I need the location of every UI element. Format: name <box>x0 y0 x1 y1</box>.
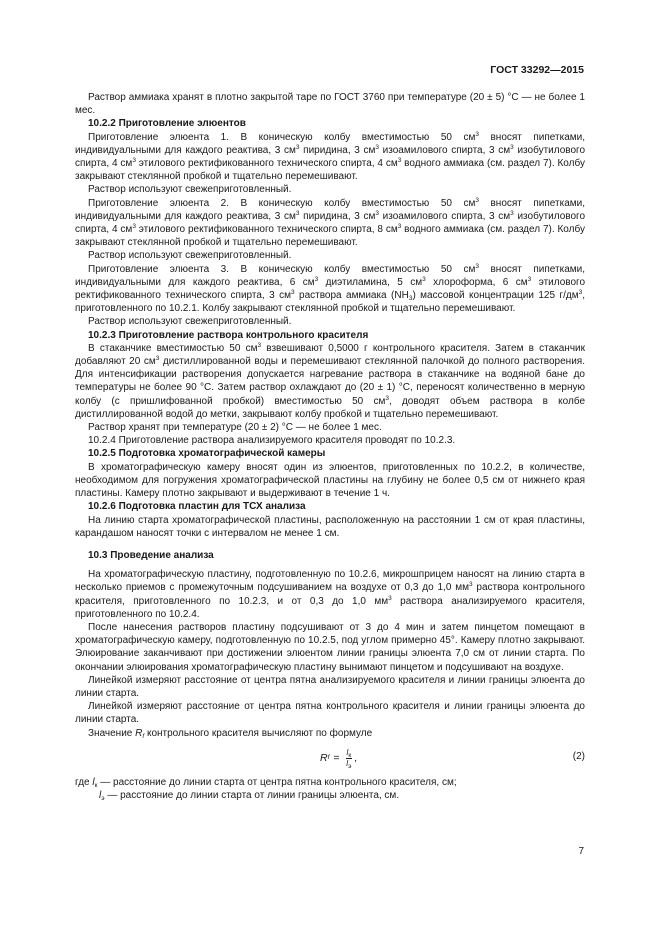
subsection-heading: 10.2.3 Приготовление раствора контрольного красителя <box>88 329 369 341</box>
formula-2 <box>75 742 585 776</box>
paragraph: В стаканчике вместимостью 50 $см^3$ взвешивают 0,5000 г контрольного красителя. Затем в стаканчик добавляют 20 $см^3$ дистиллированной воды и перемешивают стеклянной палочкой до полного растворения. Для интенсификации растворения допускается нагревание раствора в стаканчике на водяной бане до температуры не более 90 °С. Затем раствор охлаждают до (20 ± 1) °С, переносят количественно в мерную колбу (с пришлифованной пробкой) вместимостью 50 $см^3$, доводят объем раствора в колбе дистиллированной водой до метки, закрывают колбу пробкой и тщательно перемешивают. <box>75 341 586 420</box>
paragraphs-container <box>75 91 585 740</box>
numerator-symbol: l <box>346 747 349 757</box>
document-body <box>75 91 585 802</box>
formula-trailing-comma: , <box>354 751 358 764</box>
formula-numerator <box>346 748 353 759</box>
formula-expression <box>320 748 357 769</box>
where-block <box>75 776 585 802</box>
paragraph: После нанесения растворов пластину подсушивают от 3 до 4 мин и затем пинцетом помещают в хроматографическую камеру, подготовленную по 10.2.5, под углом примерно 45°. Камеру плотно закрывают. Элюирование заканчивают при достижении элюентом линии границы элюента 7,0 см от линии старта. По окончании элюирования хроматографическую пластину вынимают пинцетом и подсушивают на воздухе. <box>75 621 585 673</box>
paragraph: Линейкой измеряют расстояние от центра пятна анализируемого красителя и линии границы элюента до линии старта. <box>75 674 585 699</box>
paragraph: Линейкой измеряют расстояние от центра пятна контрольного красителя и линии границы элюента до линии старта. <box>75 701 585 726</box>
paragraph: В хроматографическую камеру вносят один из элюентов, приготовленных по 10.2.2, в количестве, необходимом для погружения хроматографической пластины на глубину не более 0,5 см от нижнего края пластины. Камеру плотно закрывают и выдерживают в течение 1 ч. <box>75 461 585 500</box>
paragraph: Приготовление элюента 3. В коническую колбу вместимостью 50 $см^3$ вносят пипетками, индивидуальными для каждого реактива, 6 $см^3$ диэтиламина, 5 $см^3$ хлороформа, 6 $см^3$ этилового ректификованного технического спирта, 3 $см^3$ раствора аммиака $(NH_3)$ массовой концентрации 125 $г/дм^3$, приготовленного по 10.2.1. Колбу закрывают стеклянной пробкой и тщательно перемешивают. <box>75 262 586 315</box>
section-heading: 10.3 Проведение анализа <box>88 549 214 561</box>
denominator-sub: э <box>348 762 352 770</box>
formula-equals: = <box>333 751 340 764</box>
where-line-2: $l_э$ — расстояние до линии старта от линии границы элюента, см. <box>99 789 400 802</box>
formula-number: (2) <box>572 750 585 762</box>
paragraph: Раствор используют свежеприготовленный. <box>88 250 292 262</box>
where-line-1: где $l_к$ — расстояние до линии старта от центра пятна контрольного красителя, см; <box>75 776 457 789</box>
paragraph: Раствор используют свежеприготовленный. <box>88 316 292 328</box>
formula-fraction <box>346 748 353 769</box>
page-number: 7 <box>578 846 584 857</box>
formula-lhs-sub: f <box>327 754 330 762</box>
subsection-heading: 10.2.5 Подготовка хроматографической камеры <box>88 448 326 460</box>
formula-denominator <box>346 759 351 769</box>
paragraph: Раствор используют свежеприготовленный. <box>88 184 292 196</box>
formula-lhs: R <box>320 751 328 764</box>
paragraph: Раствор хранят при температуре (20 ± 2) °С — не более 1 мес. <box>88 422 382 434</box>
paragraph: Раствор аммиака хранят в плотно закрытой таре по ГОСТ 3760 при температуре (20 ± 5) °С — не более 1 мес. <box>75 92 585 117</box>
standard-header: ГОСТ 33292—2015 <box>490 64 584 76</box>
paragraph: На хроматографическую пластину, подготовленную по 10.2.6, микрошприцем наносят на линию старта в несколько приемов с промежуточным подсушиванием на воздухе от 0,3 до 1,0 $мм^3$ раствора контрольного красителя, приготовленного по 10.2.3, и от 0,3 до 1,0 $мм^3$ раствора анализируемого красителя, приготовленного по 10.2.4. <box>75 569 585 620</box>
paragraph: Значение $R_f$ контрольного красителя вычисляют по формуле <box>88 727 373 740</box>
denominator-symbol: l <box>346 758 349 768</box>
paragraph: 10.2.4 Приготовление раствора анализируемого красителя проводят по 10.2.3. <box>88 435 456 447</box>
paragraph: Приготовление элюента 1. В коническую колбу вместимостью 50 $см^3$ вносят пипетками, индивидуальными для каждого реактива, 3 $см^3$ пиридина, 3 $см^3$ изоамилового спирта, 3 $см^3$ изобутилового спирта, 4 $см^3$ этилового ректификованного технического спирта, 4 $см^3$ водного аммиака (см. раздел 7). Колбу закрывают стеклянной пробкой и тщательно перемешивают. <box>75 130 586 183</box>
numerator-sub: к <box>348 751 352 759</box>
subsection-heading: 10.2.6 Подготовка пластин для ТСХ анализа <box>88 501 306 513</box>
subsection-heading: 10.2.2 Приготовление элюентов <box>88 118 246 130</box>
paragraph: Приготовление элюента 2. В коническую колбу вместимостью 50 $см^3$ вносят пипетками, индивидуальными для каждого реактива, 3 $см^3$ пиридина, 3 $см^3$ изоамилового спирта, 3 $см^3$ изобутилового спирта, 4 $см^3$ этилового ректификованного технического спирта, 8 $см^3$ водного аммиака (см. раздел 7). Колбу закрывают стеклянной пробкой и тщательно перемешивают. <box>75 196 586 249</box>
paragraph: На линию старта хроматографической пластины, расположенную на расстоянии 1 см от края пластины, карандашом наносят точки с интервалом не менее 1 см. <box>75 514 585 539</box>
